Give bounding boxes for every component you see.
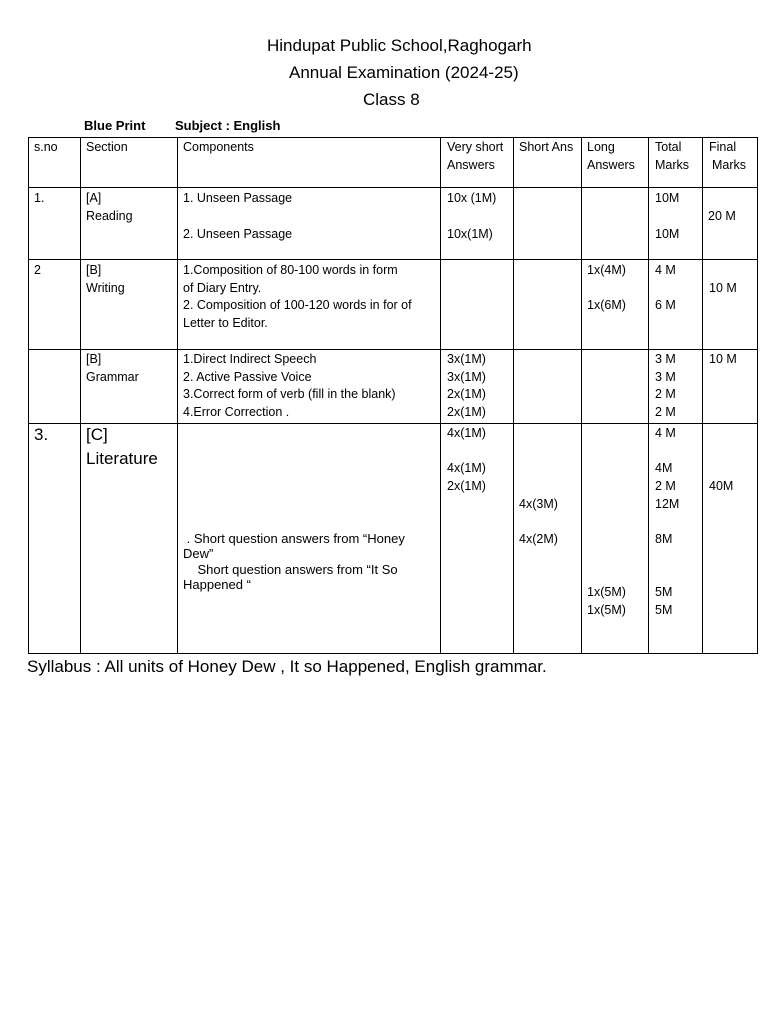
writing-long-1: 1x(4M) bbox=[587, 263, 626, 277]
column-divider bbox=[648, 137, 649, 654]
reading-section-code: [A] bbox=[86, 191, 102, 205]
reading-sno: 1. bbox=[34, 191, 45, 205]
grammar-final: 10 M bbox=[709, 352, 737, 366]
header-total: Total bbox=[655, 140, 682, 154]
blueprint-table bbox=[28, 137, 758, 654]
literature-sa-2: 4x(2M) bbox=[519, 532, 558, 546]
column-divider bbox=[177, 137, 178, 654]
writing-component-3: 2. Composition of 100-120 words in for of bbox=[183, 298, 412, 312]
literature-total-5: 8M bbox=[655, 532, 673, 546]
table-border-top bbox=[28, 137, 758, 138]
reading-vs-1: 10x (1M) bbox=[447, 191, 497, 205]
grammar-section-code: [B] bbox=[86, 352, 102, 366]
grammar-total-4: 2 M bbox=[655, 405, 676, 419]
syllabus-note: Syllabus : All units of Honey Dew , It so Happened, English grammar. bbox=[27, 657, 547, 676]
grammar-total-2: 3 M bbox=[655, 370, 676, 384]
column-divider bbox=[440, 137, 441, 654]
header-final-2: Marks bbox=[712, 158, 747, 172]
header-very-short-2: Answers bbox=[447, 158, 495, 172]
reading-total-2: 10M bbox=[655, 227, 680, 241]
writing-section-code: [B] bbox=[86, 263, 102, 277]
grammar-section-name: Grammar bbox=[86, 370, 139, 384]
reading-vs-2: 10x(1M) bbox=[447, 227, 493, 241]
writing-component-1: 1.Composition of 80-100 words in form bbox=[183, 263, 398, 277]
row-divider bbox=[28, 349, 758, 350]
school-name: Hindupat Public School,Raghogarh bbox=[267, 36, 532, 55]
blueprint-label: Blue Print bbox=[84, 118, 146, 133]
literature-vs-3: 2x(1M) bbox=[447, 479, 486, 493]
writing-component-4: Letter to Editor. bbox=[183, 316, 268, 330]
header-section: Section bbox=[86, 140, 128, 154]
header-short-ans: Short Ans bbox=[519, 140, 574, 154]
grammar-component-1: 1.Direct Indirect Speech bbox=[183, 352, 317, 366]
header-final: Final bbox=[709, 140, 737, 154]
literature-vs-2: 4x(1M) bbox=[447, 461, 486, 475]
table-border-bottom bbox=[28, 653, 758, 654]
literature-long-1: 1x(5M) bbox=[587, 585, 626, 599]
literature-total-3: 2 M bbox=[655, 479, 676, 493]
literature-total-4: 12M bbox=[655, 497, 680, 511]
literature-total-6: 5M bbox=[655, 585, 673, 599]
literature-section-code: [C] bbox=[86, 425, 108, 444]
literature-vs-1: 4x(1M) bbox=[447, 426, 486, 440]
reading-component-2: 2. Unseen Passage bbox=[183, 227, 293, 241]
grammar-component-4: 4.Error Correction . bbox=[183, 405, 290, 419]
writing-section-name: Writing bbox=[86, 281, 125, 295]
writing-final: 10 M bbox=[709, 281, 737, 295]
grammar-vs-3: 2x(1M) bbox=[447, 387, 486, 401]
grammar-component-3: 3.Correct form of verb (fill in the blank) bbox=[183, 387, 396, 401]
header-components: Components bbox=[183, 140, 254, 154]
header-very-short: Very short bbox=[447, 140, 504, 154]
grammar-total-3: 2 M bbox=[655, 387, 676, 401]
column-divider bbox=[513, 137, 514, 654]
row-divider bbox=[28, 259, 758, 260]
table-border-left bbox=[28, 137, 29, 654]
literature-component-2: Short question answers from “It So Happened “ bbox=[183, 562, 402, 592]
literature-total-7: 5M bbox=[655, 603, 673, 617]
column-divider bbox=[581, 137, 582, 654]
writing-component-2: of Diary Entry. bbox=[183, 281, 262, 295]
row-divider bbox=[28, 187, 758, 188]
writing-total-1: 4 M bbox=[655, 263, 676, 277]
reading-total-1: 10M bbox=[655, 191, 680, 205]
writing-long-2: 1x(6M) bbox=[587, 298, 626, 312]
column-divider bbox=[702, 137, 703, 654]
exam-title: Annual Examination (2024-25) bbox=[289, 63, 519, 82]
grammar-total-1: 3 M bbox=[655, 352, 676, 366]
grammar-vs-4: 2x(1M) bbox=[447, 405, 486, 419]
header-total-2: Marks bbox=[655, 158, 690, 172]
literature-component-1: . Short question answers from “Honey Dew” bbox=[183, 531, 409, 561]
header-sno: s.no bbox=[34, 140, 58, 154]
literature-sa-1: 4x(3M) bbox=[519, 497, 558, 511]
literature-final: 40M bbox=[709, 479, 734, 493]
writing-total-2: 6 M bbox=[655, 298, 676, 312]
literature-long-2: 1x(5M) bbox=[587, 603, 626, 617]
literature-total-2: 4M bbox=[655, 461, 673, 475]
column-divider bbox=[80, 137, 81, 654]
writing-sno: 2 bbox=[34, 263, 41, 277]
class-label: Class 8 bbox=[363, 90, 420, 109]
reading-section-name: Reading bbox=[86, 209, 133, 223]
table-border-right bbox=[757, 137, 758, 654]
row-divider bbox=[28, 423, 758, 424]
grammar-vs-2: 3x(1M) bbox=[447, 370, 486, 384]
literature-section-name: Literature bbox=[86, 449, 158, 468]
reading-component-1: 1. Unseen Passage bbox=[183, 191, 293, 205]
literature-total-1: 4 M bbox=[655, 426, 676, 440]
grammar-component-2: 2. Active Passive Voice bbox=[183, 370, 312, 384]
literature-sno: 3. bbox=[34, 425, 49, 444]
header-long-2: Answers bbox=[587, 158, 635, 172]
grammar-vs-1: 3x(1M) bbox=[447, 352, 486, 366]
header-long: Long bbox=[587, 140, 615, 154]
subject-label: Subject : English bbox=[175, 118, 281, 133]
reading-final: 20 M bbox=[708, 209, 736, 223]
